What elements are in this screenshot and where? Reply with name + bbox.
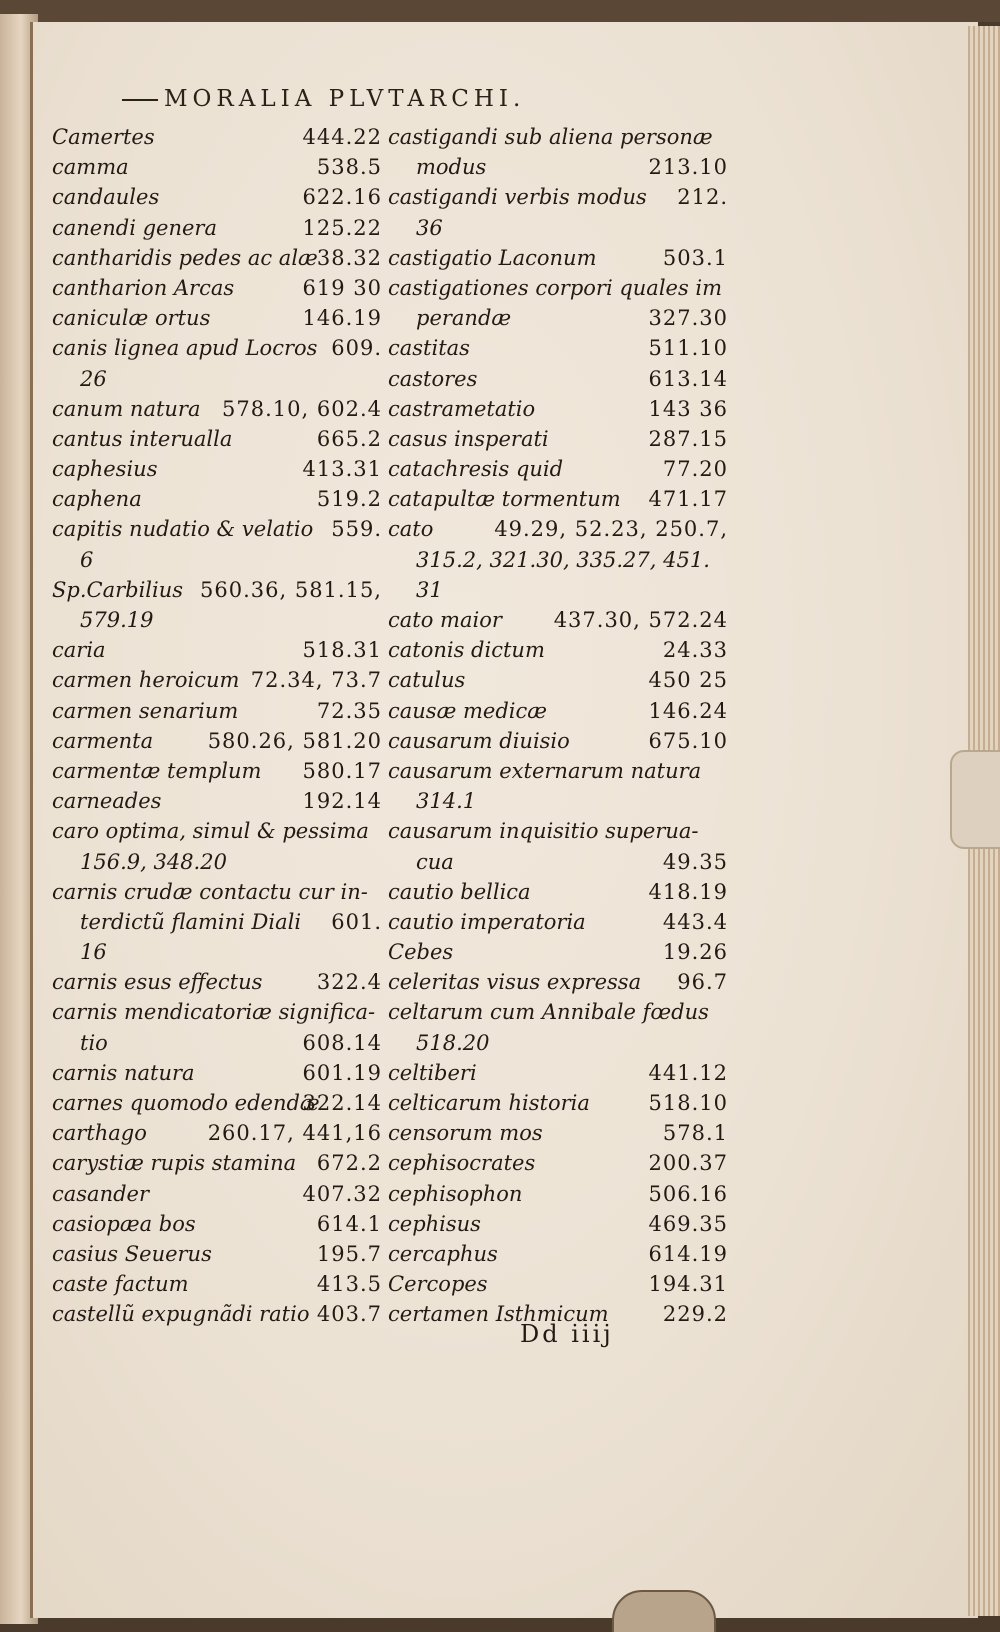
entry-term: Sp.Carbilius (52, 577, 184, 602)
index-entry (52, 1028, 382, 1058)
index-entry (52, 1299, 382, 1329)
entry-term: celtiberi (388, 1060, 477, 1085)
index-entry (52, 273, 382, 303)
index-entry (388, 1148, 728, 1178)
index-entry (52, 243, 382, 273)
entry-term: perandæ (416, 306, 512, 331)
entry-term: catonis dictum (388, 638, 545, 663)
entry-reference: 506.16 (648, 1181, 728, 1206)
entry-reference: 518.31 (302, 638, 382, 663)
entry-reference: 403.7 (316, 1302, 382, 1327)
index-entry (52, 514, 382, 544)
entry-term: cua (416, 849, 454, 874)
entry-term: casius Seuerus (52, 1241, 212, 1266)
index-entry (388, 726, 728, 756)
entry-term: cercaphus (388, 1241, 498, 1266)
index-entry (52, 575, 382, 605)
entry-reference: 580.17 (302, 758, 382, 783)
entry-reference: 578.1 (662, 1121, 728, 1146)
index-entry (388, 1269, 728, 1299)
entry-reference: 559. (331, 517, 382, 542)
entry-term: 518.20 (416, 1030, 490, 1055)
entry-reference: 444.22 (302, 125, 382, 149)
index-entry (52, 605, 382, 635)
index-entry (52, 152, 382, 182)
entry-term: carnes quomodo edendæ (52, 1091, 320, 1115)
index-entry (52, 997, 382, 1027)
entry-reference: 322.4 (316, 970, 382, 995)
index-entry (388, 545, 728, 575)
index-entry (388, 756, 728, 786)
index-entry (388, 847, 728, 877)
index-entry (388, 605, 728, 635)
index-entry (388, 1088, 728, 1118)
entry-term: castigandi verbis modus (388, 185, 647, 210)
entry-term: causarum inquisitio superua- (388, 819, 699, 844)
entry-term: canendi genera (52, 215, 217, 240)
entry-reference: 413.5 (316, 1272, 382, 1297)
entry-reference: 96.7 (677, 970, 728, 995)
entry-term: 36 (416, 215, 443, 240)
entry-term: causæ medicæ (388, 698, 547, 723)
entry-term: catachresis quid (388, 457, 564, 482)
entry-term: cato maior (388, 608, 502, 632)
index-entry (52, 484, 382, 514)
entry-term: catapultæ tormentum (388, 487, 621, 512)
entry-term: caphena (52, 487, 142, 512)
entry-term: carnis crudæ contactu cur in- (52, 879, 368, 904)
entry-reference: 24.33 (662, 638, 728, 663)
entry-term: certamen Isthmicum (388, 1302, 609, 1327)
page-tab (950, 750, 1000, 849)
entry-term: castitas (388, 336, 470, 361)
entry-term: 31 (416, 577, 443, 602)
entry-term: carmenta (52, 728, 154, 753)
header-title: MORALIA PLVTARCHI. (164, 86, 526, 112)
index-entry (52, 907, 382, 937)
entry-reference: 443.4 (662, 909, 728, 934)
index-entry (388, 575, 728, 605)
index-entry (52, 635, 382, 665)
index-column-left (52, 122, 382, 1330)
entry-term: carmen heroicum (52, 668, 240, 693)
entry-term: cantharion Arcas (52, 275, 235, 300)
index-entry (388, 877, 728, 907)
index-entry (388, 1118, 728, 1148)
binding-clasp (612, 1590, 716, 1632)
index-entry (52, 364, 382, 394)
entry-reference: 322.14 (302, 1091, 382, 1115)
entry-term: cantharidis pedes ac alæ (52, 245, 318, 270)
entry-term: cephisocrates (388, 1151, 536, 1176)
index-entry (388, 213, 728, 243)
index-entry (52, 333, 382, 363)
entry-term: candaules (52, 185, 160, 210)
entry-reference: 538.5 (316, 155, 382, 180)
entry-reference: 49.35 (662, 849, 728, 874)
entry-reference: 260.17, 441,16 (207, 1121, 382, 1146)
entry-term: celeritas visus expressa (388, 970, 642, 995)
entry-term: camma (52, 155, 129, 180)
index-entry (52, 1088, 382, 1118)
index-entry (52, 1239, 382, 1269)
index-entry (52, 937, 382, 967)
entry-reference: 601.19 (302, 1060, 382, 1085)
index-entry (388, 152, 728, 182)
entry-term: canis lignea apud Locros (52, 336, 318, 361)
index-entry (52, 1118, 382, 1148)
entry-reference: 469.35 (648, 1211, 728, 1236)
index-entry (388, 424, 728, 454)
index-column-right (388, 122, 728, 1330)
index-entry (388, 1058, 728, 1088)
index-entry (52, 213, 382, 243)
entry-term: carmen senarium (52, 698, 239, 723)
index-entry (388, 665, 728, 695)
entry-reference: 560.36, 581.15, (200, 577, 382, 602)
index-entry (388, 786, 728, 816)
index-entry (388, 1239, 728, 1269)
entry-reference: 195.7 (316, 1241, 382, 1266)
entry-term: cautio bellica (388, 879, 531, 904)
index-entry (388, 454, 728, 484)
index-entry (388, 997, 728, 1027)
entry-reference: 192.14 (302, 789, 382, 814)
entry-reference: 143 36 (648, 396, 728, 421)
index-entry (388, 816, 728, 846)
entry-reference: 407.32 (302, 1181, 382, 1206)
index-entry (52, 454, 382, 484)
entry-term: 156.9, 348.20 (80, 849, 227, 874)
index-entry (52, 182, 382, 212)
entry-reference: 518.10 (648, 1091, 728, 1115)
index-entry (388, 635, 728, 665)
index-entry (388, 907, 728, 937)
entry-reference: 675.10 (648, 728, 728, 753)
entry-term: carmentæ templum (52, 758, 262, 783)
index-entry (52, 394, 382, 424)
entry-term: casiopæa bos (52, 1211, 196, 1236)
entry-term: 314.1 (416, 789, 477, 814)
index-entry (52, 1148, 382, 1178)
entry-term: carnis natura (52, 1060, 195, 1085)
entry-reference: 619 30 (302, 275, 382, 300)
index-entry (388, 273, 728, 303)
entry-term: 579.19 (80, 608, 154, 632)
index-entry (52, 1179, 382, 1209)
index-entry (52, 877, 382, 907)
index-entry (388, 514, 728, 544)
entry-reference: 418.19 (648, 879, 728, 904)
entry-term: 315.2, 321.30, 335.27, 451. (416, 547, 710, 572)
entry-term: caniculæ ortus (52, 306, 211, 331)
entry-reference: 19.26 (662, 940, 728, 965)
index-entry (52, 122, 382, 152)
index-entry (388, 243, 728, 273)
entry-term: cato (388, 517, 434, 542)
signature-mark: Dd iiij (520, 1320, 614, 1348)
entry-reference: 49.29, 52.23, 250.7, (494, 517, 728, 542)
entry-term: capitis nudatio & velatio (52, 517, 314, 542)
entry-term: carnis mendicatoriæ significa- (52, 1000, 376, 1025)
index-entry (52, 786, 382, 816)
entry-term: castrametatio (388, 396, 536, 421)
entry-term: caria (52, 638, 106, 663)
index-entry (388, 394, 728, 424)
entry-term: catulus (388, 668, 466, 693)
entry-term: causarum diuisio (388, 728, 570, 753)
index-entry (388, 122, 728, 152)
entry-term: cantus interualla (52, 426, 233, 451)
entry-term: modus (416, 155, 487, 180)
entry-term: cephisophon (388, 1181, 523, 1206)
entry-reference: 72.34, 73.7 (250, 668, 382, 693)
entry-term: carystiæ rupis stamina (52, 1151, 297, 1176)
entry-term: Cercopes (388, 1272, 488, 1297)
entry-reference: 413.31 (302, 457, 382, 482)
entry-reference: 511.10 (648, 336, 728, 361)
entry-term: Cebes (388, 940, 454, 965)
entry-reference: 146.19 (302, 306, 382, 331)
entry-term: 6 (80, 547, 94, 572)
index-entry (388, 303, 728, 333)
entry-term: canum natura (52, 396, 201, 421)
index-entry (52, 1058, 382, 1088)
entry-term: cephisus (388, 1211, 481, 1236)
index-entry (52, 847, 382, 877)
entry-reference: 622.16 (302, 185, 382, 210)
index-entry (388, 696, 728, 726)
entry-term: cautio imperatoria (388, 909, 586, 934)
entry-reference: 194.31 (648, 1272, 728, 1297)
entry-term: castigationes corpori quales im (388, 275, 723, 300)
entry-reference: 212. (677, 185, 728, 210)
entry-term: terdictũ flamini Diali (80, 909, 302, 934)
entry-reference: 327.30 (648, 306, 728, 331)
entry-term: casus insperati (388, 426, 549, 451)
entry-reference: 200.37 (648, 1151, 728, 1176)
entry-reference: 578.10, 602.4 (222, 396, 382, 421)
index-entry (52, 726, 382, 756)
entry-reference: 437.30, 572.24 (553, 608, 728, 632)
entry-reference: 213.10 (648, 155, 728, 180)
entry-term: castores (388, 366, 478, 391)
entry-term: castellũ expugnãdi ratio (52, 1302, 310, 1327)
entry-term: celticarum historia (388, 1091, 590, 1115)
entry-reference: 608.14 (302, 1030, 382, 1055)
entry-reference: 125.22 (302, 215, 382, 240)
entry-term: censorum mos (388, 1121, 543, 1146)
entry-reference: 72.35 (316, 698, 382, 723)
index-entry (52, 816, 382, 846)
index-entry (388, 484, 728, 514)
entry-reference: 503.1 (662, 245, 728, 270)
header-flourish (122, 99, 158, 101)
entry-reference: 146.24 (648, 698, 728, 723)
index-entry (388, 364, 728, 394)
entry-term: 26 (80, 366, 107, 391)
index-entry (388, 1028, 728, 1058)
entry-reference: 519.2 (316, 487, 382, 512)
entry-term: castigatio Laconum (388, 245, 597, 270)
index-entry (52, 303, 382, 333)
entry-reference: 614.1 (316, 1211, 382, 1236)
entry-reference: 287.15 (648, 426, 728, 451)
entry-reference: 471.17 (648, 487, 728, 512)
index-entry (388, 1209, 728, 1239)
entry-reference: 229.2 (662, 1302, 728, 1327)
index-entry (388, 333, 728, 363)
entry-term: tio (80, 1030, 108, 1055)
index-entry (52, 1269, 382, 1299)
entry-term: caro optima, simul & pessima (52, 819, 369, 844)
index-entry (388, 937, 728, 967)
entry-reference: 609. (331, 336, 382, 361)
entry-reference: 665.2 (316, 426, 382, 451)
entry-reference: 441.12 (648, 1060, 728, 1085)
entry-term: Camertes (52, 125, 155, 149)
entry-reference: 614.19 (648, 1241, 728, 1266)
entry-reference: 38.32 (316, 245, 382, 270)
running-header (122, 86, 682, 126)
index-entry (388, 967, 728, 997)
entry-term: causarum externarum natura (388, 758, 702, 783)
entry-term: caste factum (52, 1272, 189, 1297)
entry-reference: 450 25 (648, 668, 728, 693)
entry-reference: 613.14 (648, 366, 728, 391)
entry-term: casander (52, 1181, 150, 1206)
index-entry (52, 1209, 382, 1239)
index-entry (52, 665, 382, 695)
entry-term: 16 (80, 940, 107, 965)
entry-term: carnis esus effectus (52, 970, 263, 995)
index-entry (52, 756, 382, 786)
index-entry (52, 967, 382, 997)
index-entry (52, 696, 382, 726)
entry-term: castigandi sub aliena personæ (388, 125, 713, 149)
entry-reference: 672.2 (316, 1151, 382, 1176)
index-entry (52, 424, 382, 454)
index-entry (52, 545, 382, 575)
scan-top-margin (0, 0, 1000, 22)
entry-term: celtarum cum Annibale fœdus (388, 1000, 709, 1025)
entry-term: carthago (52, 1121, 147, 1146)
entry-term: caphesius (52, 457, 158, 482)
entry-reference: 580.26, 581.20 (207, 728, 382, 753)
entry-term: carneades (52, 789, 162, 814)
index-entry (388, 182, 728, 212)
index-entry (388, 1179, 728, 1209)
entry-reference: 77.20 (662, 457, 728, 482)
entry-reference: 601. (331, 909, 382, 934)
